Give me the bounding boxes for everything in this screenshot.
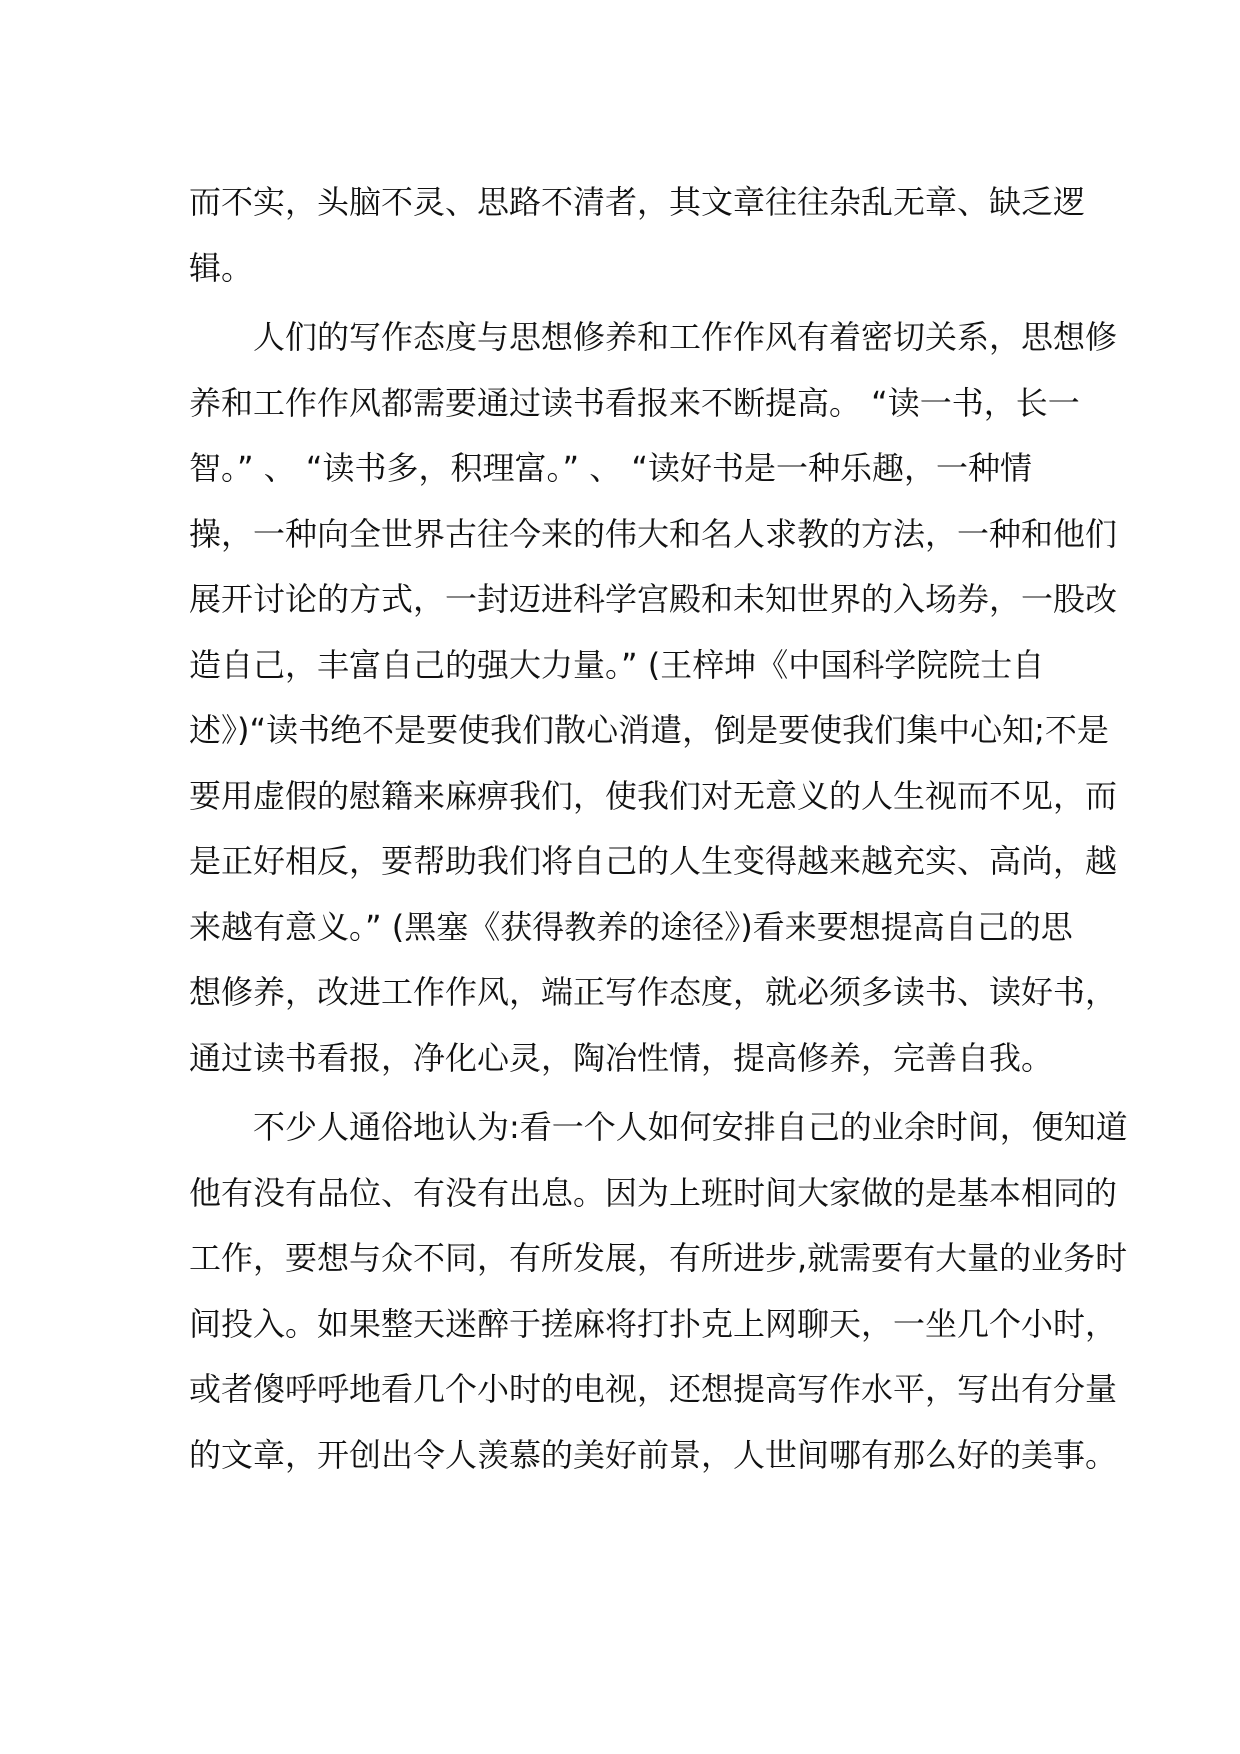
- text-line: 要用虚假的慰籍来麻痹我们，使我们对无意义的人生视而不见，而: [189, 776, 1118, 815]
- text-line: 展开讨论的方式，一封迈进科学宫殿和未知世界的入场券，一股改: [189, 580, 1118, 618]
- text-line: 他有没有品位、有没有出息。因为上班时间大家做的是基本相同的: [189, 1173, 1118, 1212]
- paragraph: [189, 1095, 1128, 1488]
- text-line: 述》)“读书绝不是要使我们散心消遣，倒是要使我们集中心知;不是: [189, 711, 1109, 749]
- text-line: 而不实，头脑不灵、思路不清者，其文章往往杂乱无章、缺乏逻: [189, 183, 1086, 221]
- text-line: 操，一种向全世界古往今来的伟大和名人求教的方法，一种和他们: [189, 514, 1118, 553]
- text-line: 人们的写作态度与思想修养和工作作风有着密切关系，思想修: [189, 318, 1118, 356]
- text-line: 通过读书看报，净化心灵，陶冶性情，提高修养，完善自我。: [189, 1038, 1054, 1077]
- text-line: 工作，要想与众不同，有所发展，有所进步,就需要有大量的业务时: [189, 1239, 1128, 1277]
- text-line: 造自己，丰富自己的强大力量。” (王梓坤《中国科学院院士自: [189, 645, 1045, 684]
- text-line: 养和工作作风都需要通过读书看报来不断提高。 “读一书，长一: [189, 383, 1080, 422]
- document-body: [189, 170, 1128, 1488]
- paragraph: [189, 305, 1118, 1091]
- paragraph: [189, 170, 1086, 301]
- text-line: 不少人通俗地认为:看一个人如何安排自己的业余时间，便知道: [189, 1108, 1128, 1146]
- text-line: 的文章，开创出令人羡慕的美好前景，人世间哪有那么好的美事。: [189, 1435, 1118, 1474]
- text-line: 辑。: [189, 248, 254, 287]
- text-line: 是正好相反，要帮助我们将自己的人生变得越来越充实、高尚，越: [189, 842, 1118, 880]
- text-line: 想修养，改进工作作风，端正写作态度，就必须多读书、读好书，: [189, 973, 1118, 1011]
- text-line: 智。” 、 “读书多，积理富。” 、 “读好书是一种乐趣，一种情: [189, 449, 1033, 487]
- text-line: 间投入。如果整天迷醉于搓麻将打扑克上网聊天，一坐几个小时，: [189, 1304, 1118, 1343]
- text-line: 或者傻呼呼地看几个小时的电视，还想提高写作水平，写出有分量: [189, 1370, 1118, 1408]
- text-line: 来越有意义。” (黑塞《获得教养的途径》)看来要想提高自己的思: [189, 907, 1073, 946]
